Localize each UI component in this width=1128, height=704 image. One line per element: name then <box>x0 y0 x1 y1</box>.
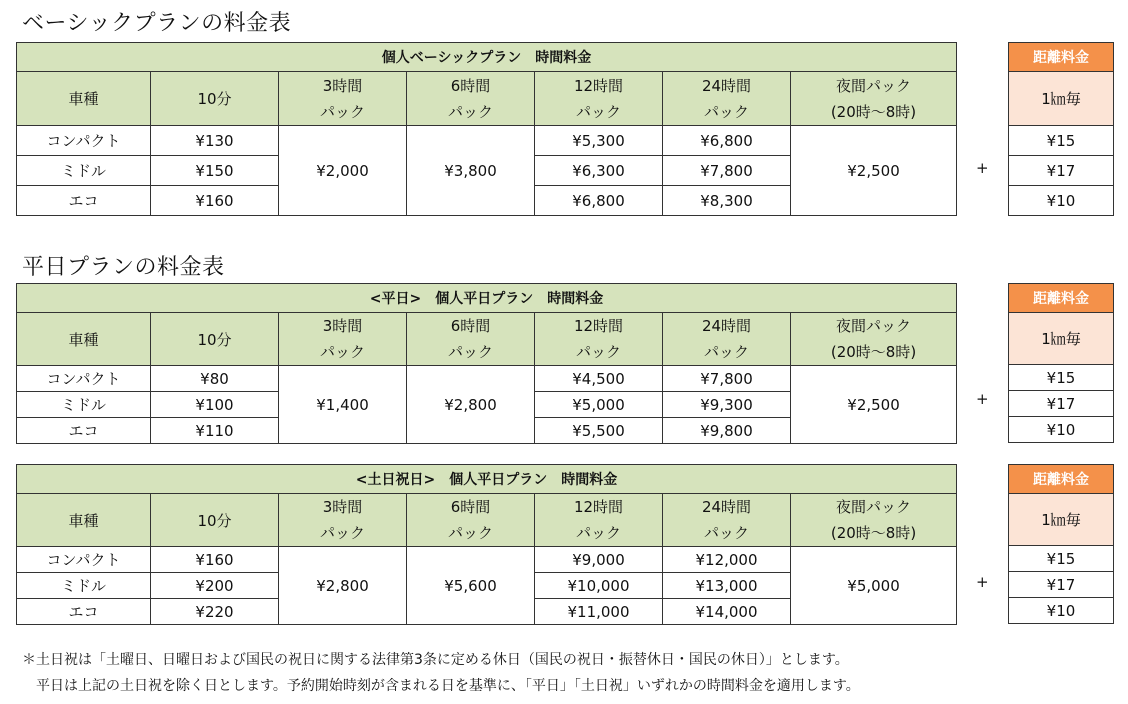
price-12h-cell: ¥5,300 <box>535 126 663 156</box>
header-24h-pack-line2: パック <box>703 524 749 542</box>
header-12h-pack <box>535 313 663 366</box>
distance-title-row <box>1009 284 1114 313</box>
header-night-pack-line2: (20時～8時) <box>830 343 917 361</box>
header-12h-pack <box>535 494 663 547</box>
price-10min-cell: ¥200 <box>151 573 279 599</box>
header-24h-pack-line1: 24時間 <box>701 498 752 516</box>
price-24h-cell: ¥9,800 <box>663 418 791 444</box>
header-6h-pack-line2: パック <box>447 102 493 121</box>
distance-title-row <box>1009 43 1114 72</box>
distance-row <box>1009 417 1114 443</box>
price-night-cell: ¥5,000 <box>791 547 957 625</box>
plus-sign: + <box>976 390 989 408</box>
price-night-cell: ¥2,500 <box>791 366 957 444</box>
header-car-type: 車種 <box>17 494 151 547</box>
distance-price: ¥17 <box>1009 391 1114 417</box>
distance-row <box>1009 572 1114 598</box>
distance-row <box>1009 126 1114 156</box>
distance-fee-title: 距離料金 <box>1009 284 1114 313</box>
header-night-pack-line2: (20時～8時) <box>830 102 917 121</box>
header-night-pack <box>791 72 957 126</box>
distance-price: ¥15 <box>1009 126 1114 156</box>
distance-row <box>1009 365 1114 391</box>
distance-unit: 1㎞毎 <box>1009 313 1114 365</box>
header-10min: 10分 <box>151 72 279 126</box>
distance-fee-table <box>1008 42 1114 216</box>
distance-row <box>1009 598 1114 624</box>
distance-price: ¥10 <box>1009 417 1114 443</box>
price-10min-cell: ¥150 <box>151 156 279 186</box>
caption-row <box>17 43 957 72</box>
header-row <box>17 313 957 366</box>
header-3h-pack-line1: 3時間 <box>322 317 363 335</box>
header-3h-pack-line2: パック <box>319 524 365 542</box>
header-night-pack-line1: 夜間パック <box>836 76 912 95</box>
header-12h-pack-line2: パック <box>575 524 621 542</box>
header-row <box>17 72 957 126</box>
header-6h-pack <box>407 313 535 366</box>
header-6h-pack-line1: 6時間 <box>450 317 491 335</box>
header-24h-pack <box>663 72 791 126</box>
header-12h-pack-line1: 12時間 <box>573 317 624 335</box>
distance-unit-row <box>1009 72 1114 126</box>
header-24h-pack-line1: 24時間 <box>701 76 752 95</box>
price-10min-cell: ¥80 <box>151 366 279 392</box>
price-3h-cell: ¥2,800 <box>279 547 407 625</box>
distance-unit: 1㎞毎 <box>1009 72 1114 126</box>
header-6h-pack-line1: 6時間 <box>450 76 491 95</box>
car-type-cell: ミドル <box>17 156 151 186</box>
table-row <box>17 547 957 573</box>
price-night-cell: ¥2,500 <box>791 126 957 216</box>
price-24h-cell: ¥8,300 <box>663 186 791 216</box>
table-row <box>17 126 957 156</box>
distance-fee-title: 距離料金 <box>1009 465 1114 494</box>
car-type-cell: ミドル <box>17 573 151 599</box>
header-6h-pack-line2: パック <box>447 524 493 542</box>
price-12h-cell: ¥6,800 <box>535 186 663 216</box>
header-car-type: 車種 <box>17 72 151 126</box>
price-12h-cell: ¥9,000 <box>535 547 663 573</box>
plan-caption: <土日祝日> 個人平日プラン 時間料金 <box>17 465 957 494</box>
car-type-cell: ミドル <box>17 392 151 418</box>
caption-row <box>17 284 957 313</box>
price-6h-cell: ¥2,800 <box>407 366 535 444</box>
car-type-cell: エコ <box>17 599 151 625</box>
price-12h-cell: ¥6,300 <box>535 156 663 186</box>
section-title: 平日プランの料金表 <box>22 255 225 280</box>
price-12h-cell: ¥5,000 <box>535 392 663 418</box>
header-24h-pack <box>663 313 791 366</box>
table-row <box>17 366 957 392</box>
header-night-pack <box>791 313 957 366</box>
car-type-cell: コンパクト <box>17 126 151 156</box>
header-6h-pack-line1: 6時間 <box>450 498 491 516</box>
header-10min: 10分 <box>151 494 279 547</box>
distance-title-row <box>1009 465 1114 494</box>
header-12h-pack-line1: 12時間 <box>573 498 624 516</box>
distance-unit-row <box>1009 494 1114 546</box>
header-6h-pack <box>407 494 535 547</box>
header-night-pack-line1: 夜間パック <box>836 317 912 335</box>
header-3h-pack-line2: パック <box>319 343 365 361</box>
distance-price: ¥10 <box>1009 186 1114 216</box>
price-6h-cell: ¥5,600 <box>407 547 535 625</box>
caption-row <box>17 465 957 494</box>
header-3h-pack <box>279 494 407 547</box>
price-10min-cell: ¥160 <box>151 547 279 573</box>
price-24h-cell: ¥7,800 <box>663 156 791 186</box>
price-24h-cell: ¥7,800 <box>663 366 791 392</box>
distance-fee-table <box>1008 464 1114 624</box>
section-title: ベーシックプランの料金表 <box>22 11 292 36</box>
price-24h-cell: ¥14,000 <box>663 599 791 625</box>
plan-caption: <平日> 個人平日プラン 時間料金 <box>17 284 957 313</box>
distance-fee-table <box>1008 283 1114 443</box>
header-night-pack-line2: (20時～8時) <box>830 524 917 542</box>
distance-row <box>1009 391 1114 417</box>
price-10min-cell: ¥220 <box>151 599 279 625</box>
header-24h-pack-line2: パック <box>703 102 749 121</box>
distance-unit-row <box>1009 313 1114 365</box>
header-3h-pack-line2: パック <box>319 102 365 121</box>
header-12h-pack <box>535 72 663 126</box>
distance-row <box>1009 156 1114 186</box>
plan-caption: 個人ベーシックプラン 時間料金 <box>17 43 957 72</box>
plus-sign: + <box>976 573 989 591</box>
price-6h-cell: ¥3,800 <box>407 126 535 216</box>
header-24h-pack <box>663 494 791 547</box>
car-type-cell: エコ <box>17 186 151 216</box>
header-3h-pack-line1: 3時間 <box>322 76 363 95</box>
header-10min: 10分 <box>151 313 279 366</box>
distance-price: ¥10 <box>1009 598 1114 624</box>
footnote: 平日は上記の土日祝を除く日とします。予約開始時刻が含まれる日を基準に、「平日」「土日祝」いずれかの時間料金を適用します。 <box>22 678 860 694</box>
price-table <box>16 464 957 625</box>
price-24h-cell: ¥13,000 <box>663 573 791 599</box>
price-12h-cell: ¥4,500 <box>535 366 663 392</box>
price-24h-cell: ¥6,800 <box>663 126 791 156</box>
distance-row <box>1009 186 1114 216</box>
price-table <box>16 283 957 444</box>
header-3h-pack-line1: 3時間 <box>322 498 363 516</box>
header-row <box>17 494 957 547</box>
price-3h-cell: ¥2,000 <box>279 126 407 216</box>
header-24h-pack-line2: パック <box>703 343 749 361</box>
price-10min-cell: ¥100 <box>151 392 279 418</box>
price-24h-cell: ¥9,300 <box>663 392 791 418</box>
header-6h-pack-line2: パック <box>447 343 493 361</box>
distance-fee-title: 距離料金 <box>1009 43 1114 72</box>
price-12h-cell: ¥5,500 <box>535 418 663 444</box>
header-night-pack <box>791 494 957 547</box>
footnote: ＊土日祝は「土曜日、日曜日および国民の祝日に関する法律第3条に定める休日（国民の祝日・振替休日・国民の休日）」とします。 <box>22 652 849 668</box>
plus-sign: + <box>976 159 989 177</box>
distance-row <box>1009 546 1114 572</box>
price-table <box>16 42 957 216</box>
price-12h-cell: ¥10,000 <box>535 573 663 599</box>
price-10min-cell: ¥130 <box>151 126 279 156</box>
header-12h-pack-line2: パック <box>575 343 621 361</box>
car-type-cell: エコ <box>17 418 151 444</box>
price-10min-cell: ¥160 <box>151 186 279 216</box>
distance-price: ¥15 <box>1009 365 1114 391</box>
header-3h-pack <box>279 72 407 126</box>
price-12h-cell: ¥11,000 <box>535 599 663 625</box>
price-3h-cell: ¥1,400 <box>279 366 407 444</box>
header-24h-pack-line1: 24時間 <box>701 317 752 335</box>
distance-price: ¥17 <box>1009 572 1114 598</box>
distance-price: ¥17 <box>1009 156 1114 186</box>
price-10min-cell: ¥110 <box>151 418 279 444</box>
header-12h-pack-line1: 12時間 <box>573 76 624 95</box>
distance-unit: 1㎞毎 <box>1009 494 1114 546</box>
header-12h-pack-line2: パック <box>575 102 621 121</box>
car-type-cell: コンパクト <box>17 366 151 392</box>
price-24h-cell: ¥12,000 <box>663 547 791 573</box>
distance-price: ¥15 <box>1009 546 1114 572</box>
header-night-pack-line1: 夜間パック <box>836 498 912 516</box>
header-car-type: 車種 <box>17 313 151 366</box>
header-6h-pack <box>407 72 535 126</box>
header-3h-pack <box>279 313 407 366</box>
car-type-cell: コンパクト <box>17 547 151 573</box>
